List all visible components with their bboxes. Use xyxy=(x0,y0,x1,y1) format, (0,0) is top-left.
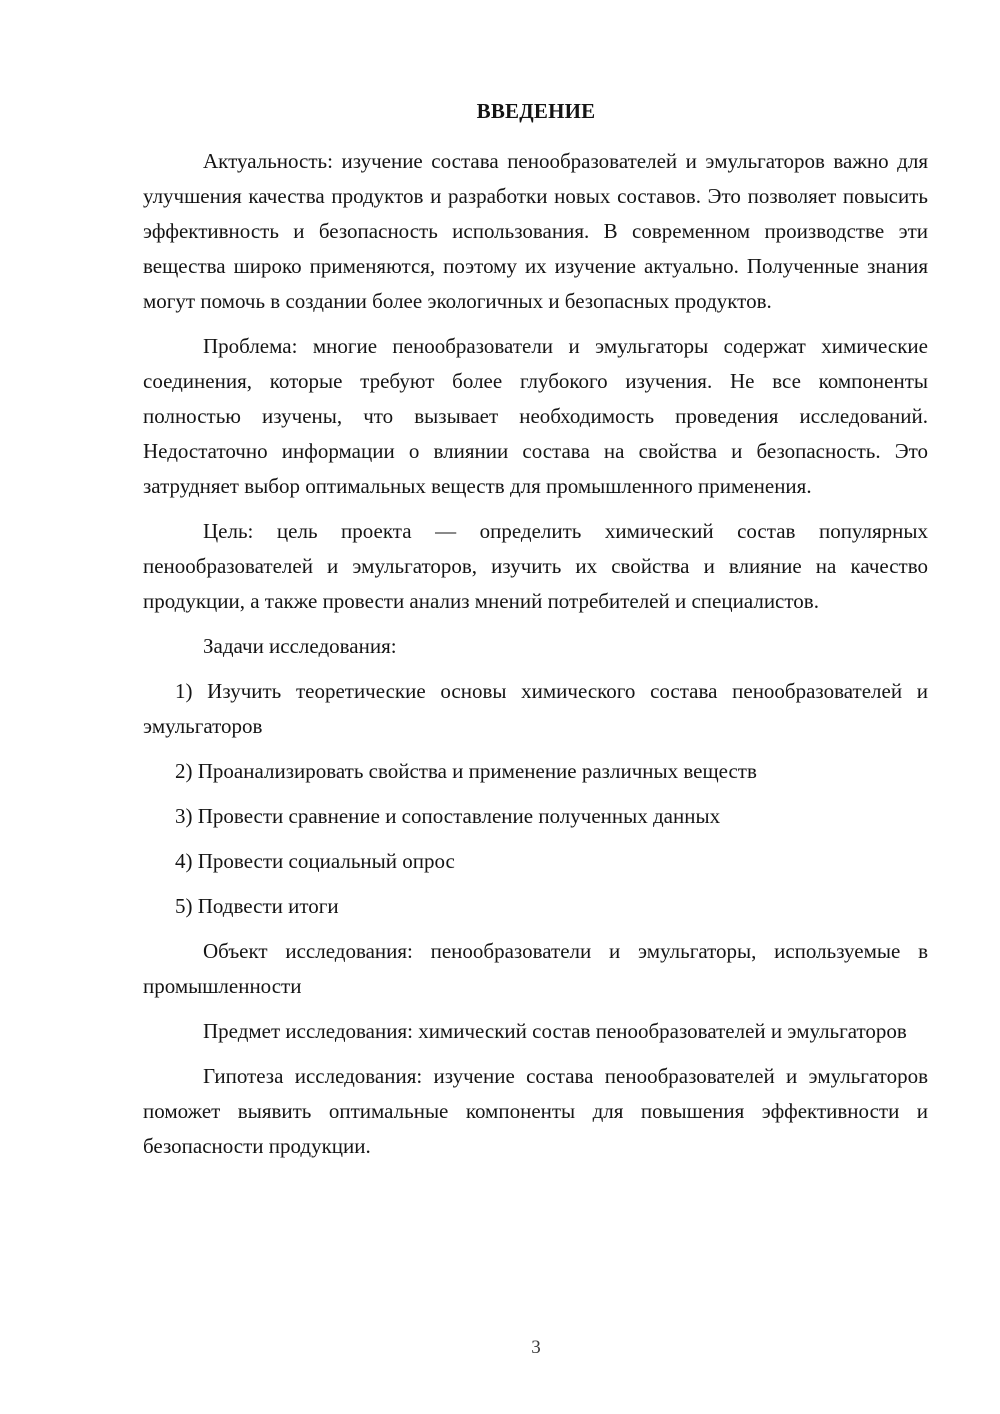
page-title: ВВЕДЕНИЕ xyxy=(476,99,596,123)
hypothesis-paragraph: Гипотеза исследования: изучение состава пенообразователей и эмульгаторов поможет выявить оптимальные компоненты для повышения эффективности и безопасности продукции. xyxy=(143,1064,928,1158)
task-item-3: 3) Провести сравнение и сопоставление полученных данных xyxy=(175,804,721,828)
problem-paragraph: Проблема: многие пенообразователи и эмульгаторы содержат химические соединения, которые требуют более глубокого изучения. Не все компоненты полностью изучены, что вызывает необходимость проведения исследований. Недостаточно информации о влиянии состава на свойства и безопасность. Это затрудняет выбор оптимальных веществ для промышленного применения. xyxy=(143,334,928,498)
goal-paragraph: Цель: цель проекта — определить химический состав популярных пенообразователей и эмульгаторов, изучить их свойства и влияние на качество продукции, а также провести анализ мнений потребителей и специалистов. xyxy=(143,519,928,613)
task-item-2: 2) Проанализировать свойства и применение различных веществ xyxy=(175,759,757,783)
page-number: 3 xyxy=(531,1337,541,1358)
relevance-paragraph: Актуальность: изучение состава пенообразователей и эмульгаторов важно для улучшения качества продуктов и разработки новых составов. Это позволяет повысить эффективность и безопасность использования. В современном производстве эти вещества широко применяются, поэтому их изучение актуально. Полученные знания могут помочь в создании более экологичных и безопасных продуктов. xyxy=(143,149,928,313)
tasks-heading: Задачи исследования: xyxy=(203,634,397,658)
task-item-1: 1) Изучить теоретические основы химического состава пенообразователей и эмульгаторов xyxy=(143,679,928,738)
document-body xyxy=(143,144,928,1174)
object-paragraph: Объект исследования: пенообразователи и эмульгаторы, используемые в промышленности xyxy=(143,939,928,998)
subject-paragraph: Предмет исследования: химический состав пенообразователей и эмульгаторов xyxy=(203,1019,907,1043)
task-item-4: 4) Провести социальный опрос xyxy=(175,849,455,873)
task-item-5: 5) Подвести итоги xyxy=(175,894,339,918)
